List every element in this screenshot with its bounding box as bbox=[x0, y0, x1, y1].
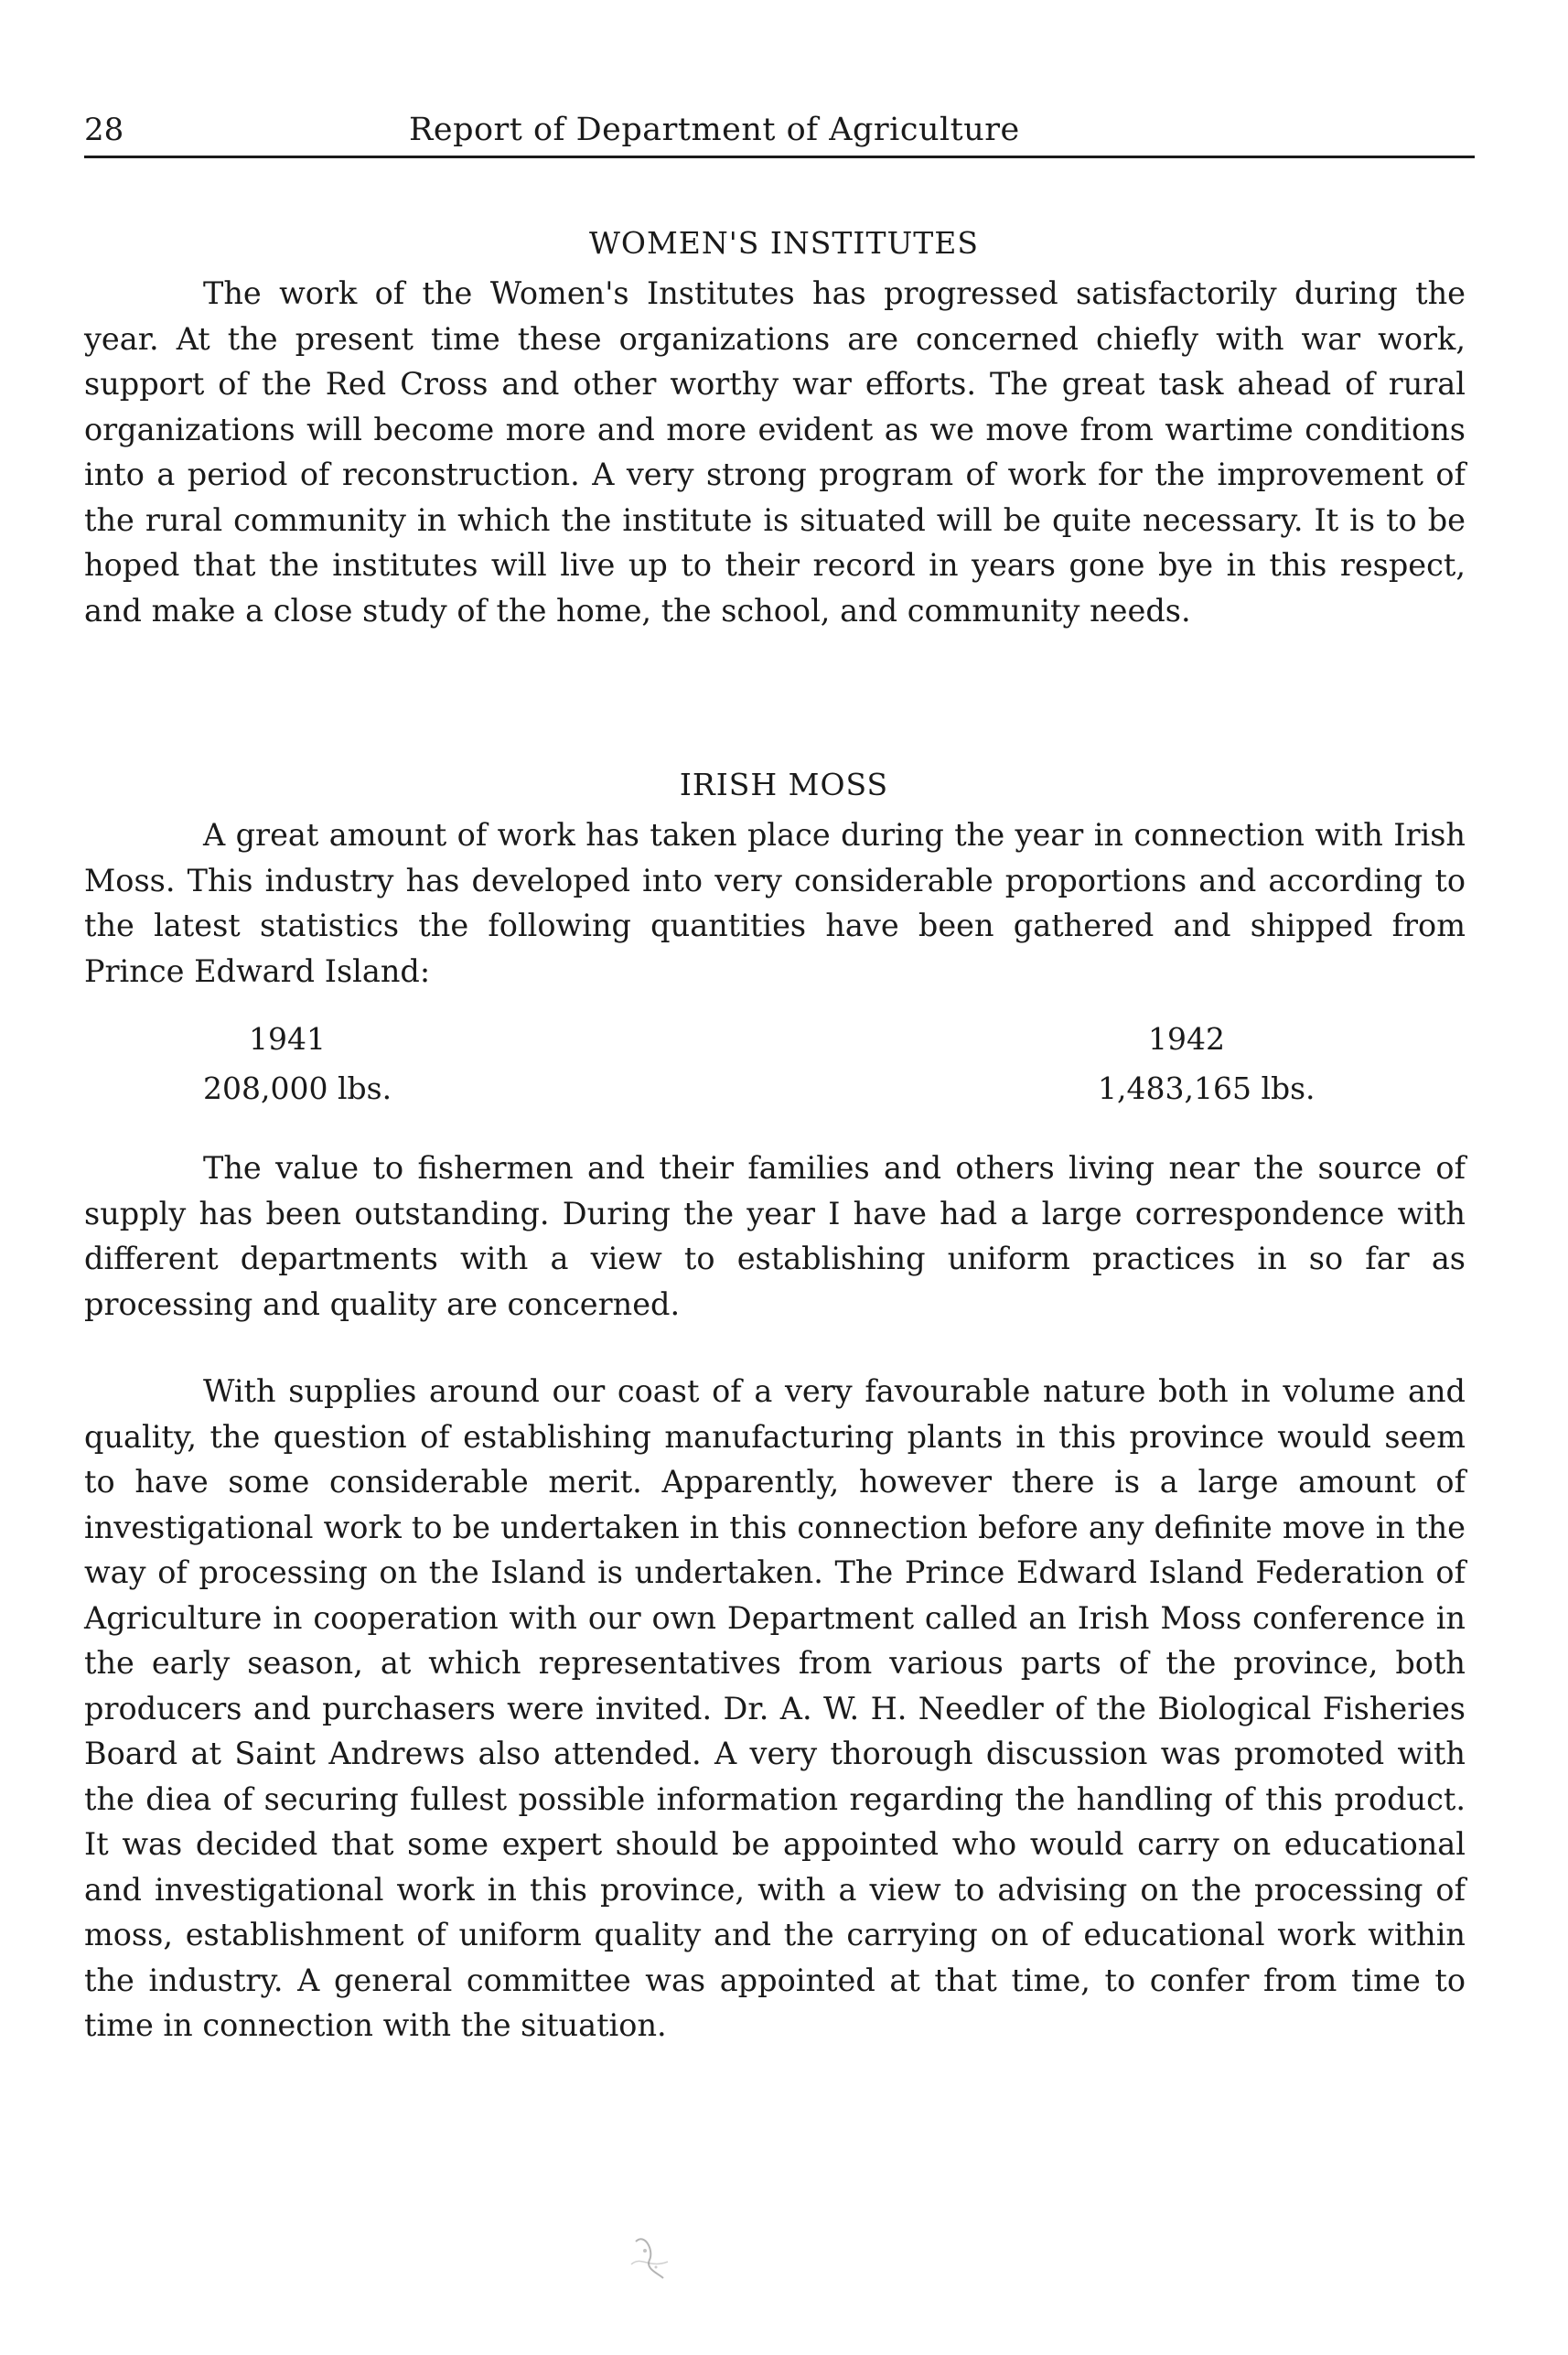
section-heading-irish-moss: IRISH MOSS bbox=[679, 767, 889, 802]
stat-quantity-1942: 1,483,165 lbs. bbox=[1098, 1070, 1316, 1106]
irish-moss-paragraph-manufacturing: With supplies around our coast of a very favourable nature both in volume and quality, the question of establishing manufacturing plants in this province would seem to have some considerable merit. Apparently, however there is a large amount of investigational work to be undertaken in this connection before any definite move in the way of processing on the Island is undertaken. The Prince Edward Island Federation of Agriculture in cooperation with our own Department called an Irish Moss conference in the early season, at which representatives from various parts of the province, both producers and purchasers were invited. Dr. A. W. H. Needler of the Biological Fisheries Board at Saint Andrews also attended. A very thorough discussion was promoted with the diea of securing fullest possible information regarding the handling of this product. It was decided that some expert should be appointed who would carry on educational and investigational work in this province, with a view to advising on the processing of moss, establishment of uniform quality and the carrying on of educational work within the industry. A general committee was appointed at that time, to confer from time to time in connection with the situation. bbox=[84, 1373, 1466, 2043]
section-heading-womens-institutes: WOMEN'S INSTITUTES bbox=[589, 225, 979, 261]
ink-smudge-mark bbox=[618, 2223, 682, 2287]
page-header bbox=[84, 108, 1475, 158]
running-title: Report of Department of Agriculture bbox=[409, 112, 1020, 148]
stat-year-1942: 1942 bbox=[1148, 1021, 1225, 1057]
stat-quantity-1941: 208,000 lbs. bbox=[203, 1070, 392, 1106]
page-number: 28 bbox=[84, 112, 124, 148]
womens-institutes-paragraph: The work of the Women's Institutes has progressed satisfactorily during the year. At the present time these organizations are concerned chiefly with war work, support of the Red Cross and other worthy war efforts. The great task ahead of rural organizations will become more and more evident as we move from wartime conditions into a period of reconstruction. A very strong program of work for the improvement of the rural community in which the institute is situated will be quite necessary. It is to be hoped that the institutes will live up to their record in years gone bye in this respect, and make a close study of the home, the school, and community needs. bbox=[84, 275, 1466, 629]
stat-year-1941: 1941 bbox=[249, 1021, 326, 1057]
irish-moss-paragraph-value: The value to fishermen and their families and others living near the source of supply has been outstanding. During the year I have had a large correspondence with different departments with a view to establishing uniform practices in so far as processing and quality are concerned. bbox=[84, 1150, 1466, 1322]
irish-moss-paragraph-intro: A great amount of work has taken place during the year in connection with Irish Moss. This industry has developed into very considerable proportions and according to the latest statistics the following quantities have been gathered and shipped from Prince Edward Island: bbox=[84, 817, 1466, 989]
